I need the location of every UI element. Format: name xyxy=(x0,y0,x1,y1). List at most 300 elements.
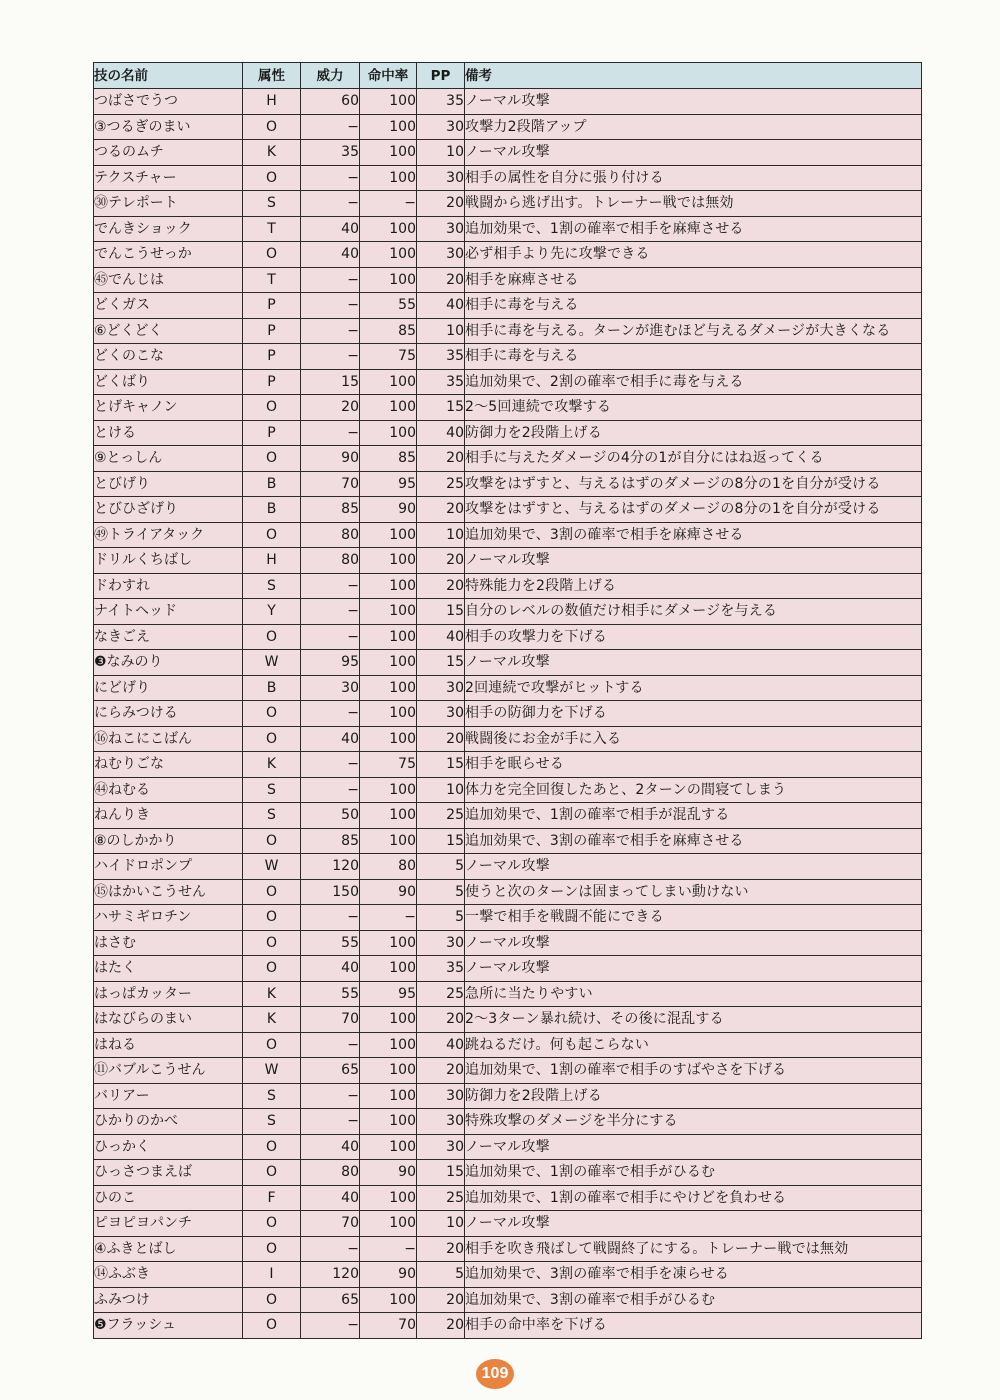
move-accuracy: 100 xyxy=(360,777,417,803)
move-pp: 5 xyxy=(417,854,465,880)
move-accuracy: 100 xyxy=(360,89,417,115)
move-name: ❸なみのり xyxy=(94,650,243,676)
move-accuracy: 100 xyxy=(360,216,417,242)
move-attribute: O xyxy=(243,446,301,472)
move-power: 20 xyxy=(301,395,360,421)
table-row xyxy=(94,701,922,727)
move-pp: 30 xyxy=(417,216,465,242)
move-attribute: O xyxy=(243,1287,301,1313)
move-attribute: P xyxy=(243,369,301,395)
move-notes: 相手を麻痺させる xyxy=(465,267,922,293)
table-row xyxy=(94,854,922,880)
move-accuracy: 100 xyxy=(360,548,417,574)
move-pp: 40 xyxy=(417,624,465,650)
move-notes: 追加効果で、3割の確率で相手がひるむ xyxy=(465,1287,922,1313)
move-power: − xyxy=(301,1236,360,1262)
move-pp: 5 xyxy=(417,879,465,905)
move-pp: 15 xyxy=(417,650,465,676)
move-attribute: O xyxy=(243,1032,301,1058)
move-accuracy: 80 xyxy=(360,854,417,880)
move-accuracy: 100 xyxy=(360,1185,417,1211)
table-row xyxy=(94,267,922,293)
move-power: 35 xyxy=(301,140,360,166)
table-row xyxy=(94,1185,922,1211)
move-name: ⑮はかいこうせん xyxy=(94,879,243,905)
move-accuracy: 100 xyxy=(360,828,417,854)
move-attribute: K xyxy=(243,981,301,1007)
move-accuracy: − xyxy=(360,905,417,931)
table-row xyxy=(94,981,922,1007)
move-name: ㊹ねむる xyxy=(94,777,243,803)
move-attribute: H xyxy=(243,548,301,574)
move-power: − xyxy=(301,165,360,191)
table-row xyxy=(94,395,922,421)
table-row xyxy=(94,522,922,548)
move-accuracy: 75 xyxy=(360,752,417,778)
move-notes: 相手の攻撃力を下げる xyxy=(465,624,922,650)
move-notes: 追加効果で、2割の確率で相手に毒を与える xyxy=(465,369,922,395)
move-power: − xyxy=(301,624,360,650)
move-notes: 追加効果で、1割の確率で相手がひるむ xyxy=(465,1160,922,1186)
moves-table-body xyxy=(94,89,922,1339)
move-power: − xyxy=(301,318,360,344)
move-name: どくばり xyxy=(94,369,243,395)
move-power: 80 xyxy=(301,522,360,548)
move-name: ㊾トライアタック xyxy=(94,522,243,548)
move-pp: 20 xyxy=(417,726,465,752)
move-power: 80 xyxy=(301,548,360,574)
move-accuracy: 95 xyxy=(360,471,417,497)
move-accuracy: 100 xyxy=(360,140,417,166)
move-power: − xyxy=(301,114,360,140)
move-notes: 戦闘後にお金が手に入る xyxy=(465,726,922,752)
move-attribute: O xyxy=(243,395,301,421)
move-attribute: O xyxy=(243,522,301,548)
move-name: とげキャノン xyxy=(94,395,243,421)
move-attribute: P xyxy=(243,318,301,344)
moves-table xyxy=(93,62,922,1339)
move-power: 65 xyxy=(301,1058,360,1084)
move-attribute: W xyxy=(243,650,301,676)
table-row xyxy=(94,1109,922,1135)
move-accuracy: 75 xyxy=(360,344,417,370)
table-row xyxy=(94,803,922,829)
move-attribute: B xyxy=(243,675,301,701)
header-row xyxy=(94,63,922,89)
move-pp: 25 xyxy=(417,981,465,1007)
move-name: ⑥どくどく xyxy=(94,318,243,344)
table-row xyxy=(94,675,922,701)
move-name: ⑧のしかかり xyxy=(94,828,243,854)
move-notes: 2回連続で攻撃がヒットする xyxy=(465,675,922,701)
move-name: ふみつけ xyxy=(94,1287,243,1313)
move-accuracy: 100 xyxy=(360,599,417,625)
move-name: ❺フラッシュ xyxy=(94,1313,243,1339)
move-accuracy: 100 xyxy=(360,165,417,191)
move-notes: 使うと次のターンは固まってしまい動けない xyxy=(465,879,922,905)
move-power: 65 xyxy=(301,1287,360,1313)
move-name: ハサミギロチン xyxy=(94,905,243,931)
move-pp: 20 xyxy=(417,1058,465,1084)
move-name: ひのこ xyxy=(94,1185,243,1211)
table-row xyxy=(94,548,922,574)
move-accuracy: 100 xyxy=(360,420,417,446)
move-power: 95 xyxy=(301,650,360,676)
move-notes: 一撃で相手を戦闘不能にできる xyxy=(465,905,922,931)
move-power: 30 xyxy=(301,675,360,701)
move-pp: 30 xyxy=(417,1134,465,1160)
move-power: − xyxy=(301,1313,360,1339)
move-notes: 2〜5回連続で攻撃する xyxy=(465,395,922,421)
move-pp: 25 xyxy=(417,1185,465,1211)
move-notes: 追加効果で、1割の確率で相手が混乱する xyxy=(465,803,922,829)
move-accuracy: 100 xyxy=(360,650,417,676)
move-notes: 2〜3ターン暴れ続け、その後に混乱する xyxy=(465,1007,922,1033)
move-notes: ノーマル攻撃 xyxy=(465,854,922,880)
move-power: − xyxy=(301,344,360,370)
header-power: 威力 xyxy=(301,63,360,89)
move-attribute: O xyxy=(243,828,301,854)
move-name: はなびらのまい xyxy=(94,1007,243,1033)
move-name: ⑭ふぶき xyxy=(94,1262,243,1288)
move-power: − xyxy=(301,905,360,931)
move-pp: 40 xyxy=(417,1032,465,1058)
table-row xyxy=(94,191,922,217)
move-name: ハイドロポンプ xyxy=(94,854,243,880)
table-row xyxy=(94,650,922,676)
move-name: ひっかく xyxy=(94,1134,243,1160)
table-row xyxy=(94,930,922,956)
move-accuracy: 100 xyxy=(360,1134,417,1160)
table-row xyxy=(94,420,922,446)
move-name: にらみつける xyxy=(94,701,243,727)
move-attribute: W xyxy=(243,854,301,880)
header-name: 技の名前 xyxy=(94,63,243,89)
move-pp: 20 xyxy=(417,573,465,599)
move-attribute: B xyxy=(243,471,301,497)
move-attribute: O xyxy=(243,726,301,752)
header-attribute: 属性 xyxy=(243,63,301,89)
move-attribute: K xyxy=(243,1007,301,1033)
table-row xyxy=(94,1287,922,1313)
table-row xyxy=(94,165,922,191)
move-pp: 30 xyxy=(417,114,465,140)
move-notes: 必ず相手より先に攻撃できる xyxy=(465,242,922,268)
move-name: でんきショック xyxy=(94,216,243,242)
header-pp: PP xyxy=(417,63,465,89)
move-pp: 30 xyxy=(417,930,465,956)
move-power: 120 xyxy=(301,854,360,880)
table-row xyxy=(94,879,922,905)
move-attribute: O xyxy=(243,956,301,982)
table-row xyxy=(94,624,922,650)
move-pp: 30 xyxy=(417,165,465,191)
move-pp: 30 xyxy=(417,1109,465,1135)
move-accuracy: 100 xyxy=(360,1211,417,1237)
move-power: 50 xyxy=(301,803,360,829)
move-pp: 15 xyxy=(417,599,465,625)
move-pp: 35 xyxy=(417,956,465,982)
move-accuracy: 100 xyxy=(360,1032,417,1058)
move-name: ④ふきとばし xyxy=(94,1236,243,1262)
table-row xyxy=(94,1160,922,1186)
move-name: ひっさつまえば xyxy=(94,1160,243,1186)
move-accuracy: 100 xyxy=(360,1007,417,1033)
table-row xyxy=(94,1262,922,1288)
move-pp: 30 xyxy=(417,242,465,268)
move-accuracy: − xyxy=(360,191,417,217)
table-row xyxy=(94,905,922,931)
move-notes: 相手に毒を与える。ターンが進むほど与えるダメージが大きくなる xyxy=(465,318,922,344)
move-name: にどげり xyxy=(94,675,243,701)
move-accuracy: 100 xyxy=(360,726,417,752)
move-attribute: O xyxy=(243,879,301,905)
move-accuracy: 100 xyxy=(360,1058,417,1084)
move-attribute: P xyxy=(243,420,301,446)
move-attribute: O xyxy=(243,624,301,650)
move-accuracy: 55 xyxy=(360,293,417,319)
move-accuracy: 100 xyxy=(360,956,417,982)
table-row xyxy=(94,293,922,319)
move-power: − xyxy=(301,420,360,446)
move-notes: 防御力を2段階上げる xyxy=(465,1083,922,1109)
move-pp: 20 xyxy=(417,497,465,523)
move-accuracy: 100 xyxy=(360,395,417,421)
move-power: − xyxy=(301,573,360,599)
move-attribute: O xyxy=(243,1236,301,1262)
move-power: 40 xyxy=(301,956,360,982)
move-pp: 25 xyxy=(417,803,465,829)
move-pp: 30 xyxy=(417,1083,465,1109)
move-pp: 40 xyxy=(417,293,465,319)
move-notes: 急所に当たりやすい xyxy=(465,981,922,1007)
move-notes: ノーマル攻撃 xyxy=(465,548,922,574)
move-notes: 追加効果で、3割の確率で相手を麻痺させる xyxy=(465,522,922,548)
move-pp: 15 xyxy=(417,828,465,854)
table-row xyxy=(94,956,922,982)
move-attribute: I xyxy=(243,1262,301,1288)
move-accuracy: 100 xyxy=(360,1109,417,1135)
move-pp: 25 xyxy=(417,471,465,497)
move-name: ㊺でんじは xyxy=(94,267,243,293)
table-row xyxy=(94,216,922,242)
table-row xyxy=(94,599,922,625)
table-row xyxy=(94,89,922,115)
table-row xyxy=(94,344,922,370)
move-accuracy: 90 xyxy=(360,1262,417,1288)
move-attribute: O xyxy=(243,1134,301,1160)
move-power: 40 xyxy=(301,1185,360,1211)
move-accuracy: 100 xyxy=(360,803,417,829)
move-power: 70 xyxy=(301,1211,360,1237)
move-power: 40 xyxy=(301,242,360,268)
move-notes: 攻撃力2段階アップ xyxy=(465,114,922,140)
table-row xyxy=(94,1032,922,1058)
table-row xyxy=(94,318,922,344)
table-row xyxy=(94,1236,922,1262)
move-notes: 戦闘から逃げ出す。トレーナー戦では無効 xyxy=(465,191,922,217)
move-pp: 40 xyxy=(417,420,465,446)
move-name: なきごえ xyxy=(94,624,243,650)
table-row xyxy=(94,777,922,803)
move-pp: 20 xyxy=(417,1236,465,1262)
move-accuracy: 100 xyxy=(360,675,417,701)
move-attribute: P xyxy=(243,344,301,370)
move-notes: ノーマル攻撃 xyxy=(465,1211,922,1237)
table-row xyxy=(94,369,922,395)
move-power: 80 xyxy=(301,1160,360,1186)
move-notes: 追加効果で、1割の確率で相手のすばやさを下げる xyxy=(465,1058,922,1084)
header-notes: 備考 xyxy=(465,63,922,89)
table-row xyxy=(94,497,922,523)
move-notes: 攻撃をはずすと、与えるはずのダメージの8分の1を自分が受ける xyxy=(465,497,922,523)
table-row xyxy=(94,1313,922,1339)
move-attribute: S xyxy=(243,1083,301,1109)
move-name: ねんりき xyxy=(94,803,243,829)
move-power: − xyxy=(301,752,360,778)
move-attribute: B xyxy=(243,497,301,523)
move-notes: ノーマル攻撃 xyxy=(465,956,922,982)
table-row xyxy=(94,752,922,778)
move-attribute: S xyxy=(243,1109,301,1135)
move-notes: 相手の命中率を下げる xyxy=(465,1313,922,1339)
move-attribute: S xyxy=(243,573,301,599)
move-attribute: O xyxy=(243,1160,301,1186)
move-pp: 35 xyxy=(417,369,465,395)
move-pp: 35 xyxy=(417,89,465,115)
move-notes: 跳ねるだけ。何も起こらない xyxy=(465,1032,922,1058)
move-name: ナイトヘッド xyxy=(94,599,243,625)
move-attribute: O xyxy=(243,701,301,727)
move-power: − xyxy=(301,293,360,319)
move-notes: ノーマル攻撃 xyxy=(465,140,922,166)
move-power: 60 xyxy=(301,89,360,115)
move-name: どくのこな xyxy=(94,344,243,370)
move-name: どくガス xyxy=(94,293,243,319)
table-row xyxy=(94,828,922,854)
table-row xyxy=(94,446,922,472)
move-name: ⑪バブルこうせん xyxy=(94,1058,243,1084)
move-pp: 30 xyxy=(417,701,465,727)
move-notes: 攻撃をはずすと、与えるはずのダメージの8分の1を自分が受ける xyxy=(465,471,922,497)
move-attribute: H xyxy=(243,89,301,115)
move-pp: 10 xyxy=(417,777,465,803)
move-pp: 10 xyxy=(417,318,465,344)
move-accuracy: 100 xyxy=(360,267,417,293)
move-accuracy: 100 xyxy=(360,1287,417,1313)
move-attribute: S xyxy=(243,803,301,829)
move-notes: 相手を吹き飛ばして戦闘終了にする。トレーナー戦では無効 xyxy=(465,1236,922,1262)
header-accuracy: 命中率 xyxy=(360,63,417,89)
move-name: はっぱカッター xyxy=(94,981,243,1007)
move-accuracy: 85 xyxy=(360,446,417,472)
move-name: ドわすれ xyxy=(94,573,243,599)
move-power: − xyxy=(301,777,360,803)
table-row xyxy=(94,242,922,268)
move-name: ⑨とっしん xyxy=(94,446,243,472)
move-attribute: S xyxy=(243,777,301,803)
table-row xyxy=(94,140,922,166)
move-pp: 10 xyxy=(417,1211,465,1237)
move-pp: 15 xyxy=(417,752,465,778)
move-accuracy: 100 xyxy=(360,242,417,268)
move-accuracy: 100 xyxy=(360,701,417,727)
move-pp: 20 xyxy=(417,191,465,217)
move-name: ピヨピヨパンチ xyxy=(94,1211,243,1237)
move-pp: 30 xyxy=(417,675,465,701)
table-row xyxy=(94,1083,922,1109)
move-name: ねむりごな xyxy=(94,752,243,778)
move-name: つるのムチ xyxy=(94,140,243,166)
move-name: バリアー xyxy=(94,1083,243,1109)
move-power: − xyxy=(301,599,360,625)
move-attribute: Y xyxy=(243,599,301,625)
page-number-badge: 109 xyxy=(476,1359,514,1389)
move-attribute: K xyxy=(243,140,301,166)
move-power: 15 xyxy=(301,369,360,395)
move-power: − xyxy=(301,1032,360,1058)
move-attribute: W xyxy=(243,1058,301,1084)
table-row xyxy=(94,726,922,752)
move-name: とける xyxy=(94,420,243,446)
table-row xyxy=(94,471,922,497)
move-name: はたく xyxy=(94,956,243,982)
table-row xyxy=(94,1134,922,1160)
move-name: ひかりのかべ xyxy=(94,1109,243,1135)
move-notes: 相手を眠らせる xyxy=(465,752,922,778)
move-notes: 特殊能力を2段階上げる xyxy=(465,573,922,599)
move-pp: 35 xyxy=(417,344,465,370)
move-notes: ノーマル攻撃 xyxy=(465,89,922,115)
move-power: 85 xyxy=(301,828,360,854)
move-notes: 追加効果で、1割の確率で相手にやけどを負わせる xyxy=(465,1185,922,1211)
move-power: 85 xyxy=(301,497,360,523)
move-pp: 20 xyxy=(417,446,465,472)
move-power: − xyxy=(301,1083,360,1109)
move-attribute: O xyxy=(243,1313,301,1339)
move-power: 40 xyxy=(301,1134,360,1160)
move-attribute: K xyxy=(243,752,301,778)
move-name: でんこうせっか xyxy=(94,242,243,268)
move-accuracy: 70 xyxy=(360,1313,417,1339)
move-accuracy: 85 xyxy=(360,318,417,344)
move-power: 55 xyxy=(301,930,360,956)
move-notes: 相手に毒を与える xyxy=(465,293,922,319)
move-power: 70 xyxy=(301,1007,360,1033)
move-power: 90 xyxy=(301,446,360,472)
move-power: − xyxy=(301,191,360,217)
move-power: 40 xyxy=(301,726,360,752)
move-accuracy: − xyxy=(360,1236,417,1262)
move-name: はねる xyxy=(94,1032,243,1058)
move-attribute: T xyxy=(243,216,301,242)
move-notes: ノーマル攻撃 xyxy=(465,1134,922,1160)
move-notes: 相手の属性を自分に張り付ける xyxy=(465,165,922,191)
move-accuracy: 100 xyxy=(360,1083,417,1109)
move-power: 40 xyxy=(301,216,360,242)
move-notes: 相手に毒を与える xyxy=(465,344,922,370)
move-notes: ノーマル攻撃 xyxy=(465,650,922,676)
move-notes: 追加効果で、1割の確率で相手を麻痺させる xyxy=(465,216,922,242)
move-power: − xyxy=(301,267,360,293)
move-name: ㉚テレポート xyxy=(94,191,243,217)
move-pp: 10 xyxy=(417,522,465,548)
move-name: とびひざげり xyxy=(94,497,243,523)
move-pp: 15 xyxy=(417,395,465,421)
move-name: とびげり xyxy=(94,471,243,497)
move-power: 150 xyxy=(301,879,360,905)
move-attribute: P xyxy=(243,293,301,319)
